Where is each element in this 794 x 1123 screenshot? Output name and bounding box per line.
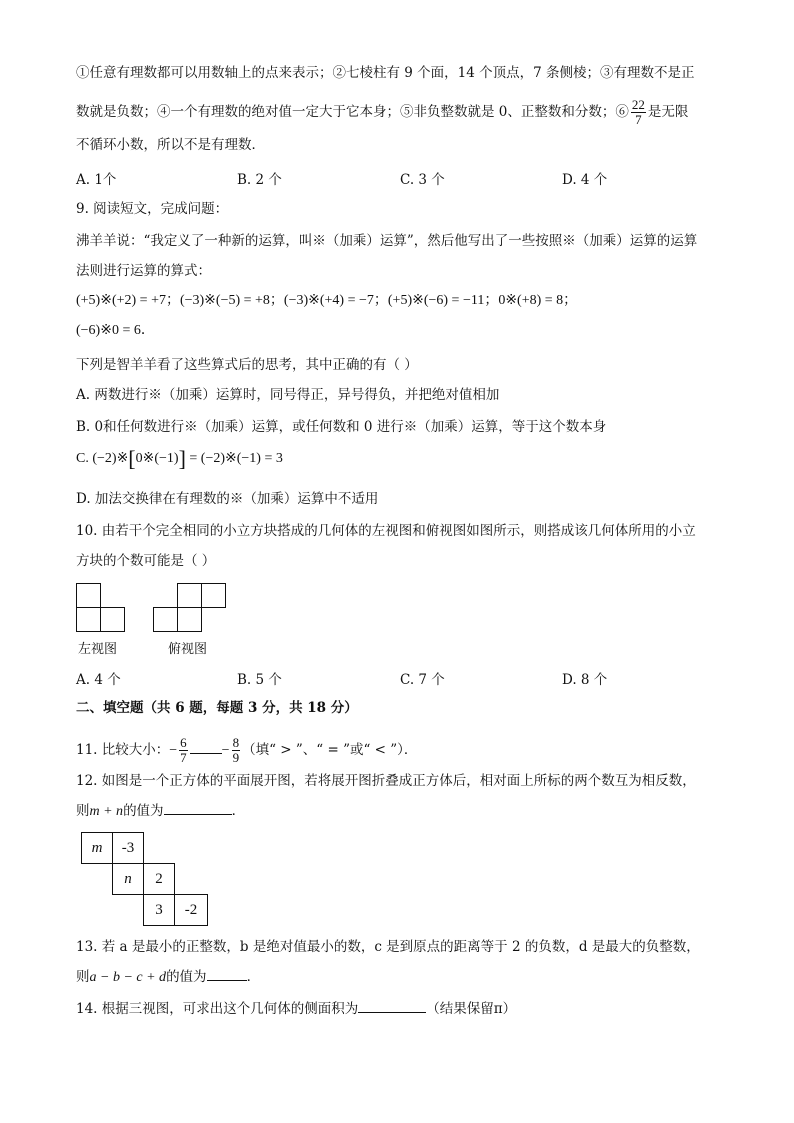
- net-cell-m: m: [81, 832, 113, 864]
- q9-intro-line-2: 法则进行运算的算式：: [76, 263, 211, 279]
- q8-option-c[interactable]: C. 3 个: [400, 172, 445, 188]
- fraction-6-7: $\frac{6}{7}$: [180, 735, 187, 765]
- q9-question: 下列是智羊羊看了这些算式后的思考，其中正确的有（ ）: [76, 357, 418, 373]
- fraction-8-9: $\frac{8}{9}$: [232, 735, 240, 765]
- net-cell-neg3: -3: [112, 832, 144, 864]
- top-view-square: [177, 583, 202, 608]
- q13-answer-blank[interactable]: [207, 980, 247, 981]
- q10-line-2: 方块的个数可能是（ ）: [76, 553, 216, 569]
- q14-line: 14. 根据三视图，可求出这个几何体的侧面积为 （结果保留π）: [76, 1001, 517, 1017]
- q12-line-1: 12. 如图是一个正方体的平面展开图，若将展开图折叠成正方体后，相对面上所标的两个数互为相反数，: [76, 773, 696, 789]
- left-view-square: [76, 607, 101, 632]
- top-view-square: [153, 607, 178, 632]
- net-cell-2: 2: [143, 863, 175, 895]
- top-view-square: [201, 583, 226, 608]
- fraction-22-7: $\frac{22}{7}$: [631, 97, 645, 127]
- q9-option-b[interactable]: B. 0和任何数进行※（加乘）运算，或任何数和 0 进行※（加乘）运算，等于这个数本身: [76, 419, 607, 435]
- section-heading-fill-in: 二、填空题（共 6 题，每题 3 分，共 18 分）: [76, 700, 358, 716]
- q8-option-b[interactable]: B. 2 个: [237, 172, 282, 188]
- q9-title: 9. 阅读短文，完成问题：: [76, 201, 229, 217]
- q10-line-1: 10. 由若干个完全相同的小立方块搭成的几何体的左视图和俯视图如图所示，则搭成该几何体所用的小立: [76, 523, 696, 539]
- q10-option-a[interactable]: A. 4 个: [76, 672, 121, 688]
- q8-option-a[interactable]: A. 1个: [76, 172, 117, 188]
- q9-option-a[interactable]: A. 两数进行※（加乘）运算时，同号得正，异号得负，并把绝对值相加: [76, 387, 500, 403]
- q11-compare: 11. 比较大小：− $\frac{6}{7}$ − $\frac{8}{9}$ （填“ > ”、“ = ”或“ < ”）．: [76, 735, 418, 765]
- top-view-caption: 俯视图: [168, 642, 208, 657]
- q10-option-d[interactable]: D. 8 个: [562, 672, 608, 688]
- net-cell-neg2: -2: [174, 894, 208, 926]
- left-view-caption: 左视图: [78, 642, 118, 657]
- q9-equations-line-1: (+5)※(+2) = +7；(−3)※(−5) = +8；(−3)※(+4) = −7；(+5)※(−6) = −11；0※(+8) = 8；: [76, 293, 578, 308]
- q8-option-d[interactable]: D. 4 个: [562, 172, 608, 188]
- q8-statements-line-2: 数就是负数；④一个有理数的绝对值一定大于它本身；⑤非负整数就是 0、正整数和分数；⑥ $\frac{22}{7}$ 是无限: [76, 97, 689, 127]
- q12-line-2: 则m + n的值为 ．: [76, 803, 246, 819]
- q13-line-1: 13. 若 a 是最小的正整数，b 是绝对值最小的数，c 是到原点的距离等于 2 的负数，d 是最大的负整数，: [76, 939, 700, 955]
- q9-option-d[interactable]: D. 加法交换律在有理数的※（加乘）运算中不适用: [76, 491, 379, 507]
- left-view-square: [76, 583, 101, 608]
- q9-equations-line-2: (−6)※0 = 6．: [76, 323, 155, 338]
- q8-statements-line-3: 不循环小数，所以不是有理数．: [76, 137, 265, 153]
- q10-option-b[interactable]: B. 5 个: [237, 672, 282, 688]
- q9-intro-line-1: 沸羊羊说：“我定义了一种新的运算，叫※（加乘）运算”，然后他写出了一些按照※（加乘）运算的运算: [76, 233, 698, 249]
- q8-statements-line-1: ①任意有理数都可以用数轴上的点来表示；②七棱柱有 9 个面，14 个顶点，7 条侧棱；③有理数不是正: [76, 65, 695, 81]
- net-cell-3: 3: [143, 894, 175, 926]
- q11-answer-blank[interactable]: [190, 753, 222, 754]
- q13-line-2: 则a − b − c + d的值为 ．: [76, 969, 261, 985]
- q14-answer-blank[interactable]: [358, 1012, 426, 1013]
- q12-answer-blank[interactable]: [164, 814, 232, 815]
- left-view-square: [100, 607, 125, 632]
- net-cell-n: n: [112, 863, 144, 895]
- q10-option-c[interactable]: C. 7 个: [400, 672, 445, 688]
- top-view-square: [177, 607, 202, 632]
- q9-option-c[interactable]: C. (−2)※[0※(−1)] = (−2)※(−1) = 3: [76, 446, 283, 471]
